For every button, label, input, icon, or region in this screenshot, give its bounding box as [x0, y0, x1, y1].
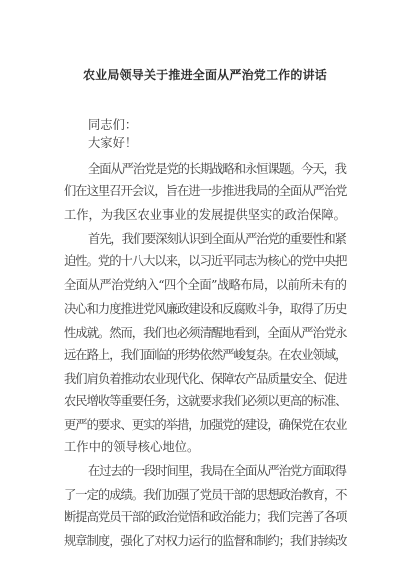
- body-line-17: 了一定的成绩。我们加强了党员干部的思想政治教育，不: [64, 488, 347, 502]
- body-line-19: 规章制度，强化了对权力运行的监督和制约；我们持续改: [64, 534, 347, 548]
- body-line-15: 工作中的领导核心地位。: [64, 440, 200, 454]
- body-line-3: 全面从严治党是党的长期战略和永恒课题。今天，我: [88, 162, 346, 176]
- body-line-10: 性成就。然而，我们也必须清醒地看到，全面从严治党永: [64, 326, 347, 340]
- body-line-6: 首先，我们要深刻认识到全面从严治党的重要性和紧: [88, 232, 346, 246]
- body-line-13: 农民增收等重要任务，这就要求我们必须以更高的标准、: [64, 394, 347, 408]
- body-line-9: 决心和力度推进党风廉政建设和反腐败斗争，取得了历史: [64, 302, 347, 316]
- body-line-11: 远在路上，我们面临的形势依然严峻复杂。在农业领域，: [64, 348, 347, 362]
- document-title: 农业局领导关于推进全面从严治党工作的讲话: [82, 68, 327, 82]
- body-line-5: 工作，为我区农业事业的发展提供坚实的政治保障。: [64, 208, 346, 222]
- body-line-18: 断提高党员干部的政治觉悟和政治能力；我们完善了各项: [64, 510, 347, 524]
- body-line-12: 我们肩负着推动农业现代化、保障农产品质量安全、促进: [64, 372, 347, 386]
- body-line-16: 在过去的一段时间里，我局在全面从严治党方面取得: [88, 464, 346, 478]
- body-line-1: 同志们：: [88, 118, 138, 132]
- body-line-7: 迫性。党的十八大以来，以习近平同志为核心的党中央把: [64, 254, 347, 268]
- body-line-14: 更严的要求、更实的举措，加强党的建设，确保党在农业: [64, 418, 347, 432]
- body-line-4: 们在这里召开会议，旨在进一步推进我局的全面从严治党: [64, 184, 347, 198]
- body-line-2: 大家好！: [88, 136, 138, 150]
- body-line-8: 全面从严治党纳入“四个全面”战略布局，以前所未有的: [64, 278, 347, 292]
